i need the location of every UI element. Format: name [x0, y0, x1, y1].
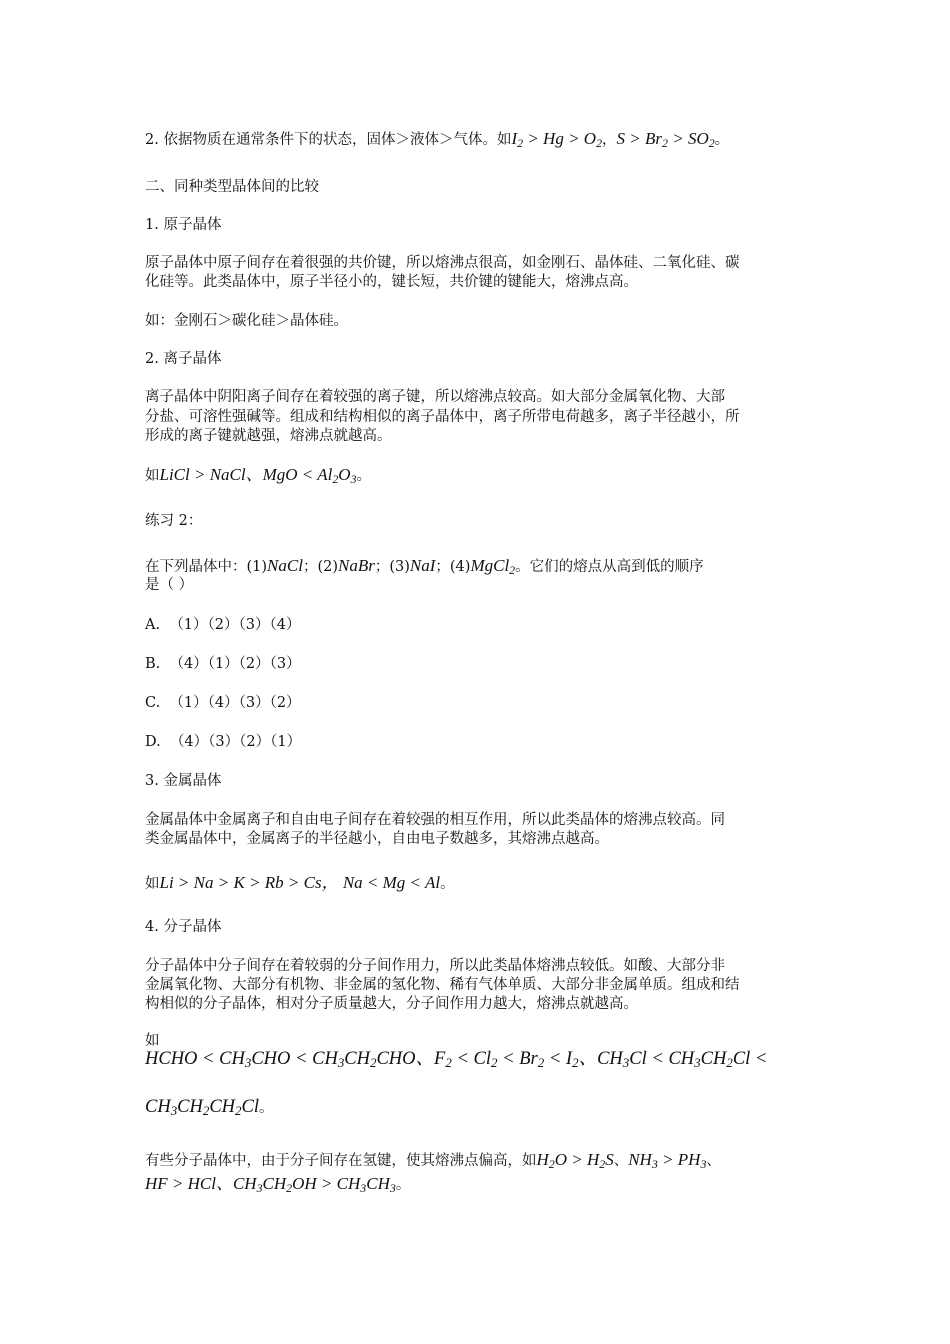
- hbond-paragraph-2: [145, 1174, 410, 1195]
- option-label: D.: [145, 734, 161, 750]
- subsection-heading-atomic: 1. 原子晶体: [145, 217, 222, 233]
- text: ；(4): [435, 559, 471, 575]
- section-heading: 二、同种类型晶体间的比较: [145, 179, 319, 195]
- option-label: A.: [145, 617, 161, 633]
- text: 如: [145, 468, 160, 484]
- paragraph-line: 原子晶体中原子间存在着很强的共价键，所以熔沸点很高，如金刚石、晶体硅、二氧化硅、碳: [145, 255, 740, 271]
- formula-molecular-2: $CH_3CH_2CH_2Cl$。: [145, 1097, 274, 1118]
- text: 、: [613, 1153, 629, 1169]
- text: 如: [145, 876, 160, 892]
- paragraph-line: 金属晶体中金属离子和自由电子间存在着较强的相互作用，所以此类晶体的熔沸点较高。同: [145, 812, 725, 828]
- example-line: 如：金刚石＞碳化硅＞晶体硅。: [145, 313, 348, 329]
- text: ，: [602, 132, 617, 148]
- paragraph-line: 离子晶体中阴阳离子间存在着较强的离子键，所以熔沸点较高。如大部分金属氧化物、大部: [145, 389, 725, 405]
- text: 。: [259, 1100, 274, 1116]
- formula-sulfur: $S > Br_2 > SO_2$: [616, 129, 715, 150]
- compound-nacl: NaCl: [267, 556, 303, 575]
- formula-ionic: LiCl > NaCl、MgO < $Al_2O_3$: [159, 465, 357, 486]
- text: 。: [714, 132, 730, 148]
- formula-molecular-1: HCHO < $CH_3CHO < CH_3CH_2CHO$、$F_2 < Cl_2 < Br_2 < I_2$、$CH_3Cl < CH_3CH_2Cl$ <: [145, 1049, 768, 1070]
- subsection-heading-metal: 3. 金属晶体: [145, 773, 222, 789]
- paragraph-line: 分子晶体中分子间存在着较弱的分子间作用力，所以此类晶体熔沸点较低。如酸、大部分非: [145, 958, 725, 974]
- formula-water: $H_2O > H_2S$: [536, 1150, 614, 1171]
- option-a[interactable]: [145, 615, 300, 635]
- formula-halogen-mercury: $I_2 > Hg > O_2$: [511, 129, 603, 150]
- example-prefix: 如: [145, 1033, 160, 1049]
- formula-metal: Li > Na > K > Rb > Cs， Na < Mg < Al: [159, 873, 441, 892]
- example-metal: [145, 873, 455, 894]
- text: 有些分子晶体中，由于分子间存在氢键，使其熔沸点偏高，如: [145, 1153, 537, 1169]
- option-text: （4）（3）（2）（1）: [169, 734, 302, 750]
- question-line: [145, 556, 704, 577]
- text: 。: [440, 876, 455, 892]
- exercise-title: 练习 2：: [145, 513, 203, 529]
- option-label: B.: [145, 656, 161, 672]
- text: 。: [356, 468, 372, 484]
- paragraph-line: 形成的离子键就越强，熔沸点就越高。: [145, 428, 392, 444]
- text: ；(2): [302, 559, 338, 575]
- text: ；(3): [374, 559, 410, 575]
- text: 在下列晶体中：(1): [145, 559, 268, 575]
- hbond-paragraph: [145, 1150, 721, 1171]
- paragraph-line: 金属氧化物、大部分有机物、非金属的氢化物、稀有气体单质、大部分非金属单质。组成和结: [145, 977, 740, 993]
- formula-hf-ethanol: HF > HCl、$CH_3CH_2OH > CH_3CH_3$: [145, 1174, 396, 1195]
- text: 。: [395, 1177, 411, 1193]
- compound-mgcl2: MgCl$_2$: [470, 556, 516, 577]
- text: 2. 依据物质在通常条件下的状态，固体＞液体＞气体。如: [145, 132, 512, 148]
- subsection-heading-ionic: 2. 离子晶体: [145, 351, 222, 367]
- option-label: C.: [145, 695, 161, 711]
- option-d[interactable]: [145, 732, 301, 752]
- text: 。它们的熔点从高到低的顺序: [515, 559, 704, 575]
- example-ionic: [145, 465, 371, 486]
- option-text: （4）（1）（2）（3）: [169, 656, 301, 672]
- option-text: （1）（4）（3）（2）: [169, 695, 301, 711]
- option-c[interactable]: [145, 693, 301, 713]
- paragraph-line: 类金属晶体中，金属离子的半径越小，自由电子数越多，其熔沸点越高。: [145, 831, 609, 847]
- paragraph-line: 构相似的分子晶体，相对分子质量越大，分子间作用力越大，熔沸点就越高。: [145, 996, 638, 1012]
- compound-nabr: NaBr: [338, 556, 375, 575]
- state-comparison-paragraph: [145, 129, 729, 150]
- compound-nai: NaI: [409, 556, 436, 575]
- paragraph-line: 化硅等。此类晶体中，原子半径小的，键长短，共价键的键能大，熔沸点高。: [145, 274, 638, 290]
- subsection-heading-molecular: 4. 分子晶体: [145, 919, 222, 935]
- formula-ammonia: $NH_3 > PH_3$: [628, 1150, 707, 1171]
- option-text: （1）（2）（3）（4）: [169, 617, 301, 633]
- option-b[interactable]: [145, 654, 301, 674]
- question-line-2: 是（ ）: [145, 577, 194, 593]
- paragraph-line: 分盐、可溶性强碱等。组成和结构相似的离子晶体中，离子所带电荷越多，离子半径越小，所: [145, 409, 740, 425]
- text: 、: [706, 1153, 721, 1169]
